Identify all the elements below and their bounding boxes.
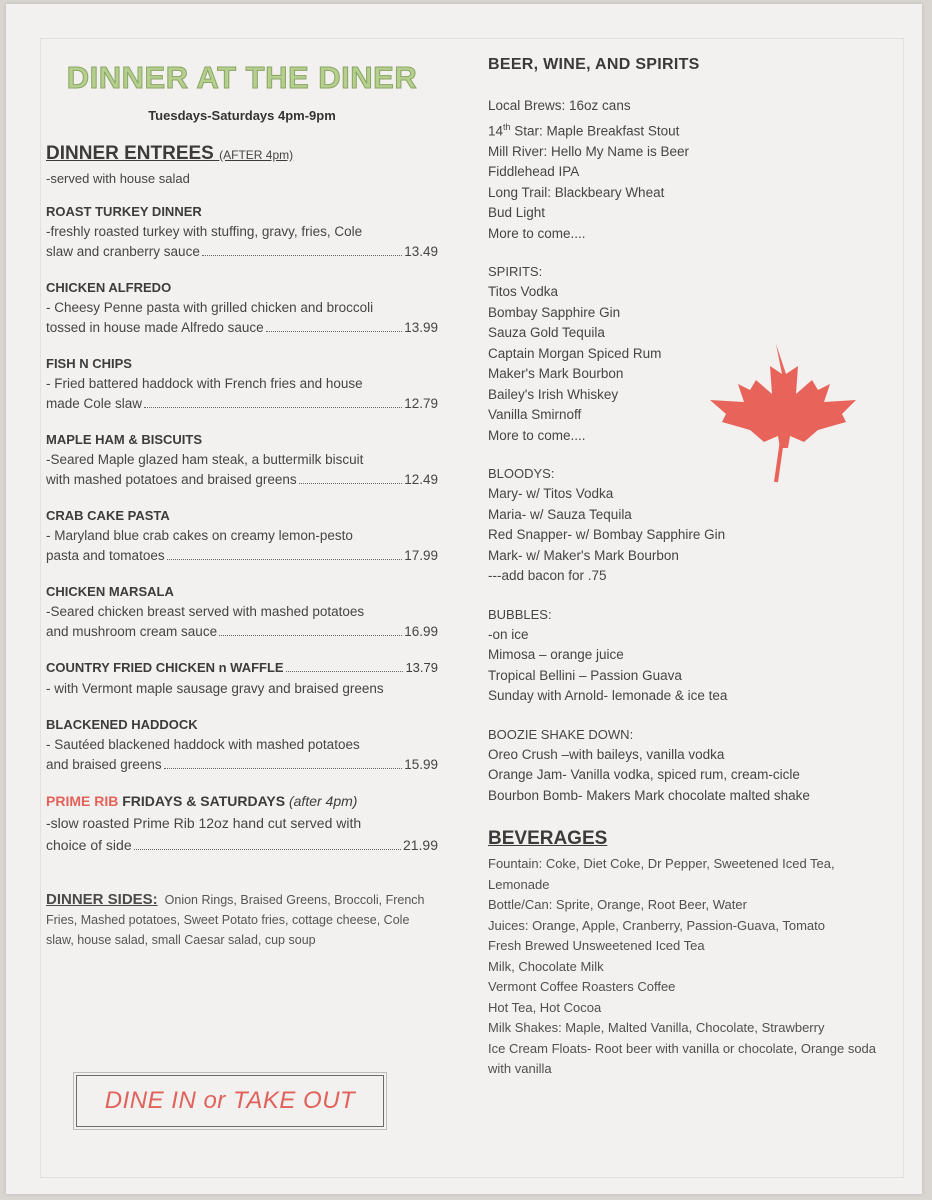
sides-text: Onion Rings, Braised Greens, Broccoli, French Fries, Mashed potatoes, Sweet Potato fries, cottage cheese, Cole slaw, house salad, small Caesar salad, cup soup [46,893,425,947]
entrees-served-note: -served with house salad [46,171,190,186]
item-name: MAPLE HAM & BISCUITS [46,432,202,447]
list-item: Sauza Gold Tequila [488,325,605,340]
item-price: 13.99 [404,320,438,335]
list-item: Orange Jam- Vanilla vodka, spiced rum, cream-cicle [488,767,800,782]
list-item: Oreo Crush –with baileys, vanilla vodka [488,746,725,762]
dot-leader [266,331,403,332]
list-item: Juices: Orange, Apple, Cranberry, Passion-Guava, Tomato [488,917,825,933]
list-item: Long Trail: Blackbeary Wheat [488,184,665,200]
item-desc-line: tossed in house made Alfredo sauce [46,320,264,335]
item-price: 21.99 [402,837,438,853]
list-item: Titos Vodka [488,284,559,299]
maple-leaf-stem [776,440,782,482]
item-desc-line: -Seared chicken breast served with mashed potatoes [46,604,365,619]
list-item [488,117,878,142]
dot-leader [286,671,404,672]
list-item: Vermont Coffee Roasters Coffee [488,979,676,994]
group-label: BUBBLES: [488,606,552,622]
item-desc-line: -freshly roasted turkey with stuffing, gravy, fries, Cole [46,224,363,239]
entrees-heading [46,143,438,165]
item-name: BLACKENED HADDOCK [46,717,198,732]
item-price: 13.79 [405,660,438,675]
list-item: More to come.... [488,427,586,443]
list-item: Sunday with Arnold- lemonade & ice tea [488,688,728,703]
item-desc-line: slaw and cranberry sauce [46,244,200,259]
item-price-line [46,546,438,566]
prime-rib-days: FRIDAYS & SATURDAYS [122,793,286,809]
entrees-heading-text: DINNER ENTREES [46,143,214,164]
list-item: More to come.... [488,225,586,241]
item-desc [46,735,438,775]
dine-in-take-out-banner: DINE IN or TAKE OUT [76,1075,384,1127]
menu-item-roast-turkey [46,204,438,262]
item-desc-line: pasta and tomatoes [46,548,165,563]
item-name: CHICKEN MARSALA [46,584,174,599]
menu-item-maple-ham [46,432,438,490]
dot-leader [299,483,403,484]
item-name: COUNTRY FRIED CHICKEN n WAFFLE [46,660,284,675]
list-item: Fresh Brewed Unsweetened Iced Tea [488,938,705,953]
item-price: 16.99 [404,624,438,639]
item-desc [46,526,438,566]
item-price-line [46,755,438,775]
list-item: Fiddlehead IPA [488,164,580,179]
list-item: Bombay Sapphire Gin [488,304,621,320]
menu-item-country-fried-chicken [46,660,438,699]
item-desc [46,450,438,490]
menu-title: DINNER AT THE DINER [66,60,418,95]
item-price: 12.79 [404,396,438,411]
menu-item-chicken-alfredo [46,280,438,338]
item-desc-line: -Seared Maple glazed ham steak, a buttermilk biscuit [46,452,364,467]
star-beer: Star: Maple Breakfast Stout [510,123,680,138]
item-price-line [46,834,438,856]
list-item: Vanilla Smirnoff [488,407,582,422]
right-column [488,56,878,1080]
beverages-list [488,854,878,1080]
dot-leader [144,407,402,408]
group-label: BLOODYS: [488,466,555,481]
item-price-line [46,622,438,642]
list-item: Tropical Bellini – Passion Guava [488,667,682,683]
item-desc [46,602,438,642]
star-suffix: th [503,121,511,132]
item-desc-line: made Cole slaw [46,396,143,411]
item-price: 12.49 [404,472,438,487]
list-item: Bottle/Can: Sprite, Orange, Root Beer, Water [488,897,747,912]
item-price: 15.99 [404,757,438,772]
group-label: SPIRITS: [488,264,543,279]
list-item: Red Snapper- w/ Bombay Sapphire Gin [488,527,726,542]
menu-hours: Tuesdays-Saturdays 4pm-9pm [148,108,336,123]
list-item: Mark- w/ Maker's Mark Bourbon [488,547,679,563]
item-price-line [46,470,438,490]
menu-item-crab-cake-pasta [46,508,438,566]
item-desc-line: and braised greens [46,757,162,772]
item-desc-line: and mushroom cream sauce [46,624,218,639]
item-desc-line: - Cheesy Penne pasta with grilled chicken and broccoli [46,300,374,315]
list-item: Milk Shakes: Maple, Malted Vanilla, Chocolate, Strawberry [488,1020,825,1035]
item-name: CRAB CAKE PASTA [46,508,170,523]
star-number: 14 [488,123,504,138]
list-item: Maker's Mark Bourbon [488,366,624,381]
entrees-note: (AFTER 4pm) [219,148,294,162]
drinks-heading: BEER, WINE, AND SPIRITS [488,56,700,73]
item-desc-line: - Fried battered haddock with French fries and house [46,376,363,391]
item-price-line [46,660,438,676]
list-item: Maria- w/ Sauza Tequila [488,506,632,522]
item-desc-line: -slow roasted Prime Rib 12oz hand cut served with [46,815,362,831]
list-item: Milk, Chocolate Milk [488,958,604,974]
item-desc-line: choice of side [46,837,132,853]
list-item: Bourbon Bomb- Makers Mark chocolate malted shake [488,787,810,803]
boozie-shake-group [488,725,878,807]
item-price: 13.49 [404,244,438,259]
beverages-heading: BEVERAGES [488,828,608,849]
list-item: Ice Cream Floats- Root beer with vanilla or chocolate, Orange soda with vanilla [488,1040,877,1076]
list-item: Bud Light [488,205,546,220]
menu-item-prime-rib [46,793,438,856]
maple-leaf-shape [710,344,856,448]
list-item: Mary- w/ Titos Vodka [488,486,614,501]
list-item: Bailey's Irish Whiskey [488,386,619,402]
local-brews-group [488,96,878,244]
item-name [46,793,438,809]
item-price-line [46,242,438,262]
menu-item-blackened-haddock [46,717,438,775]
item-desc-line: with mashed potatoes and braised greens [46,472,297,487]
item-name: FISH N CHIPS [46,356,132,371]
list-item: Captain Morgan Spiced Rum [488,345,662,361]
item-desc [46,812,438,856]
item-desc [46,298,438,338]
list-item: Fountain: Coke, Diet Coke, Dr Pepper, Sweetened Iced Tea, Lemonade [488,856,835,892]
prime-rib-note: (after 4pm) [288,793,358,809]
list-item: -on ice [488,626,529,642]
list-item: ---add bacon for .75 [488,568,607,583]
prime-rib-label: PRIME RIB [46,793,119,809]
item-price: 17.99 [404,548,438,563]
item-desc [46,222,438,262]
item-price-line [46,318,438,338]
item-name: CHICKEN ALFREDO [46,280,172,295]
item-desc-line: - Sautéed blackened haddock with mashed potatoes [46,737,360,752]
group-label: BOOZIE SHAKE DOWN: [488,726,634,742]
maple-leaf-icon [706,344,862,484]
dot-leader [164,768,403,769]
left-column [46,60,438,950]
list-item: Hot Tea, Hot Cocoa [488,999,602,1015]
dot-leader [167,559,403,560]
dot-leader [134,849,401,850]
item-desc [46,374,438,414]
list-item: Local Brews: 16oz cans [488,98,631,113]
menu-item-chicken-marsala [46,584,438,642]
dot-leader [219,635,402,636]
bubbles-group [488,605,878,707]
item-desc-line: - Maryland blue crab cakes on creamy lemon-pesto [46,528,353,543]
list-item: Mill River: Hello My Name is Beer [488,143,690,159]
dot-leader [202,255,402,256]
dinner-sides [46,890,438,950]
list-item: Mimosa – orange juice [488,647,624,662]
sides-heading: DINNER SIDES: [46,891,158,908]
item-price-line [46,394,438,414]
item-desc: - with Vermont maple sausage gravy and braised greens [46,681,384,696]
menu-item-fish-n-chips [46,356,438,414]
item-name: ROAST TURKEY DINNER [46,204,202,219]
